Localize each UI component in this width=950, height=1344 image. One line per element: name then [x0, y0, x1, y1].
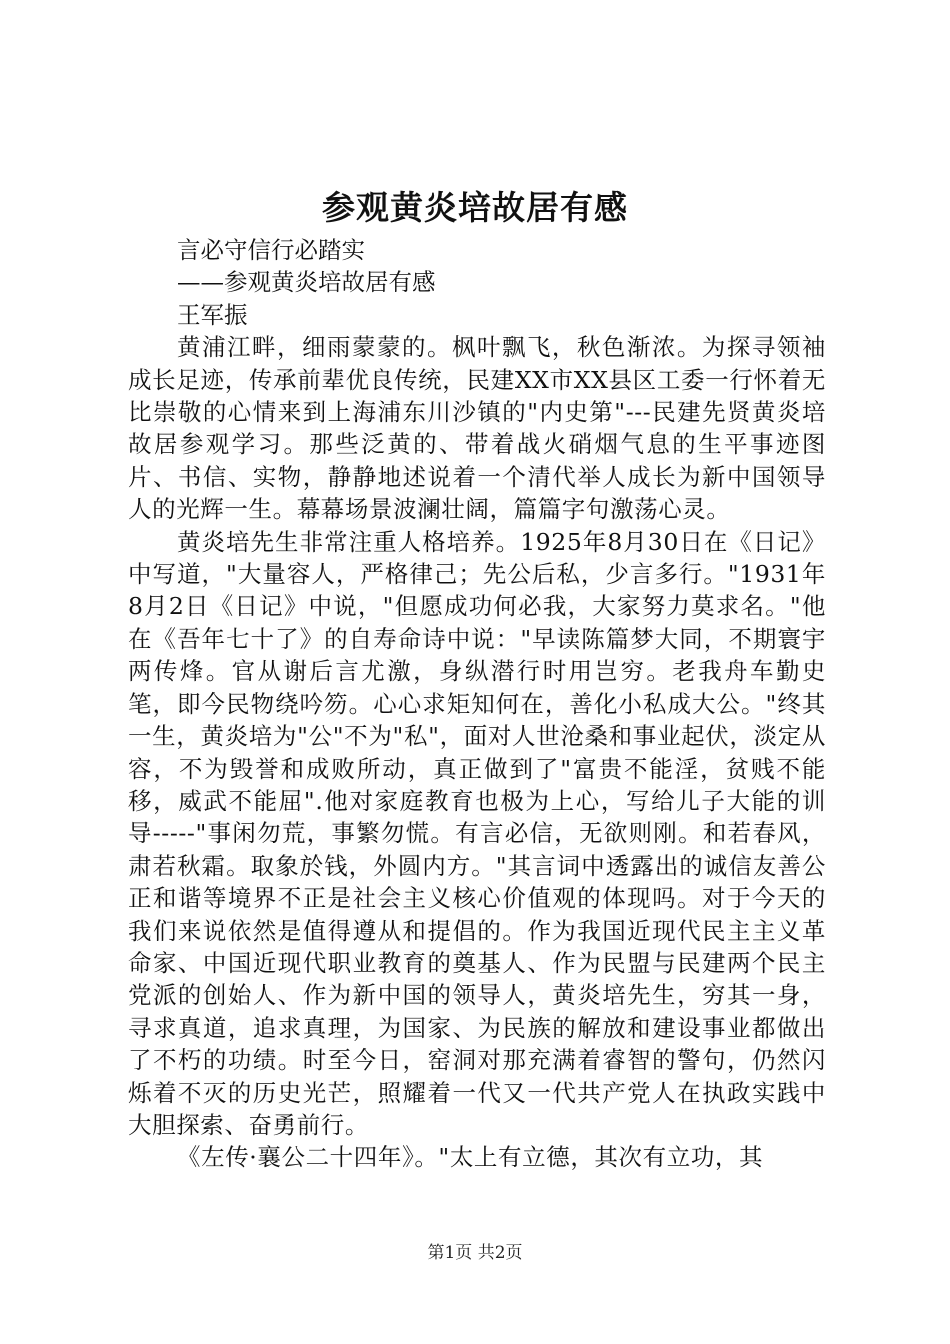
subtitle-line-1: 言必守信行必踏实 — [177, 236, 365, 264]
document-body — [128, 234, 826, 1174]
paragraph-1: 黄浦江畔，细雨蒙蒙的。枫叶飘飞，秋色渐浓。为探寻领袖成长足迹，传承前辈优良传统，民建XX市XX县区工委一行怀着无比崇敬的心情来到上海浦东川沙镇的"内史第"---民建先贤黄炎培故居参观学习。那些泛黄的、带着战火硝烟气息的生平事迹图片、书信、实物，静静地述说着一个清代举人成长为新中国领导人的光辉一生。幕幕场景波澜壮阔，篇篇字句激荡心灵。 — [128, 333, 826, 524]
author-name: 王军振 — [177, 300, 248, 329]
paragraph-3: 《左传·襄公二十四年》。"太上有立德，其次有立功，其 — [177, 1143, 764, 1172]
document-title: 参观黄炎培故居有感 — [322, 188, 628, 227]
paragraph-2: 黄炎培先生非常注重人格培养。1925年8月30日在《日记》中写道，"大量容人，严格律己；先公后私，少言多行。"1931年8月2日《日记》中说，"但愿成功何必我，大家努力莫求名。"他在《吾年七十了》的自寿命诗中说："早读陈篇梦大同，不期寰宇两传烽。官从谢后言尤激，身纵潜行时用岂穷。老我舟车勤史笔，即今民物绕吟笏。心心求矩知何在，善化小私成大公。"终其一生，黄炎培为"公"不为"私"，面对人世沧桑和事业起伏，淡定从容，不为毁誉和成败所动，真正做到了"富贵不能淫，贫贱不能移，威武不能屈".他对家庭教育也极为上心，写给儿子大能的训导-----"事闲勿荒，事繁勿慌。有言必信，无欲则刚。和若春风，肃若秋霜。取象於钱，外圆内方。"其言词中透露出的诚信友善公正和谐等境界不正是社会主义核心价值观的体现吗。对于今天的我们来说依然是值得遵从和提倡的。作为我国近现代民主主义革命家、中国近现代职业教育的奠基人、作为民盟与民建两个民主党派的创始人、作为新中国的领导人，黄炎培先生，穷其一身，寻求真道，追求真理，为国家、为民族的解放和建设事业都做出了不朽的功绩。时至今日，窑洞对那充满着睿智的警句，仍然闪烁着不灭的历史光芒，照耀着一代又一代共产党人在执政实践中大胆探索、奋勇前行。 — [128, 527, 826, 1139]
page-number-footer: 第1页 共2页 — [427, 1243, 523, 1263]
subtitle-line-2: ——参观黄炎培故居有感 — [177, 268, 436, 297]
